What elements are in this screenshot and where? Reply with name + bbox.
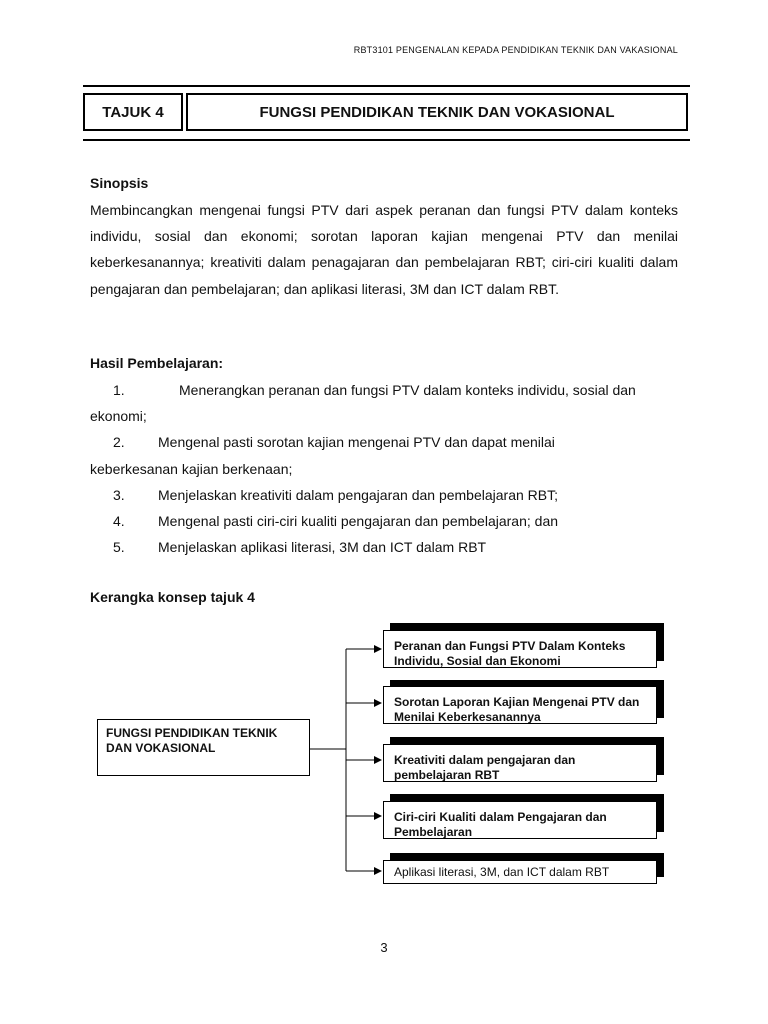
branch-box-3: Kreativiti dalam pengajaran dan pembelajaran RBT bbox=[383, 744, 657, 782]
running-header: RBT3101 PENGENALAN KEPADA PENDIDIKAN TEKNIK DAN VAKASIONAL bbox=[353, 45, 678, 55]
list-item-continuation: ekonomi; bbox=[90, 408, 147, 425]
synopsis-body: Membincangkan mengenai fungsi PTV dari aspek peranan dan fungsi PTV dalam konteks individu, sosial dan ekonomi; sorotan laporan kajian mengenai PTV dan menilai keberkesanannya; kreativiti dalam penagajaran dan pembelajaran RBT; ciri-ciri kualiti dalam pengajaran dan pembelajaran; dan aplikasi literasi, 3M dan ICT dalam RBT. bbox=[90, 202, 678, 297]
list-item: 1. Menerangkan peranan dan fungsi PTV dalam konteks individu, sosial dan bbox=[113, 382, 636, 398]
branch-box-5: Aplikasi literasi, 3M, dan ICT dalam RBT bbox=[383, 860, 657, 884]
outcomes-heading: Hasil Pembelajaran: bbox=[90, 355, 224, 371]
list-item: 3. Menjelaskan kreativiti dalam pengajaran dan pembelajaran RBT; bbox=[113, 486, 559, 503]
branch-box-1: Peranan dan Fungsi PTV Dalam Konteks Individu, Sosial dan Ekonomi bbox=[383, 630, 657, 668]
topic-title: FUNGSI PENDIDIKAN TEKNIK DAN VOKASIONAL bbox=[259, 103, 615, 121]
branch-box-2: Sorotan Laporan Kajian Mengenai PTV dan Menilai Keberkesanannya bbox=[383, 686, 657, 724]
framework-heading: Kerangka konsep tajuk 4 bbox=[90, 589, 255, 605]
framework-main-box: FUNGSI PENDIDIKAN TEKNIK DAN VOKASIONAL bbox=[97, 719, 310, 776]
page-number: 3 bbox=[380, 940, 388, 955]
topic-label: TAJUK 4 bbox=[102, 103, 164, 121]
synopsis-heading: Sinopsis bbox=[90, 175, 149, 191]
branch-box-4: Ciri-ciri Kualiti dalam Pengajaran dan Pembelajaran bbox=[383, 801, 657, 839]
list-item: 5. Menjelaskan aplikasi literasi, 3M dan ICT dalam RBT bbox=[113, 539, 487, 556]
list-item: 2. Mengenal pasti sorotan kajian mengenai PTV dan dapat menilai bbox=[113, 434, 555, 451]
list-item-continuation: keberkesanan kajian berkenaan; bbox=[90, 460, 293, 477]
list-item: 4. Mengenal pasti ciri-ciri kualiti pengajaran dan pembelajaran; dan bbox=[113, 513, 559, 530]
